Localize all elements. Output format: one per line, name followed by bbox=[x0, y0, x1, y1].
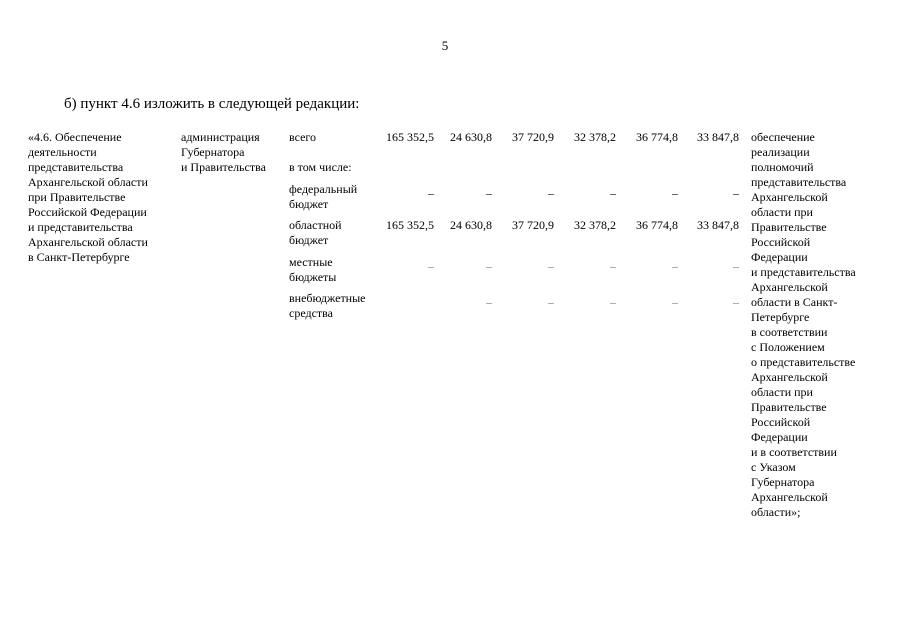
funding-source-line: в том числе: bbox=[289, 160, 352, 174]
funding-value: – bbox=[733, 295, 739, 309]
funding-value: 32 378,2 bbox=[574, 218, 616, 232]
funding-source-line: областной bbox=[289, 218, 342, 232]
result-line: Правительстве bbox=[751, 400, 827, 414]
funding-value: 24 630,8 bbox=[450, 130, 492, 144]
result-line: с Положением bbox=[751, 340, 825, 354]
funding-value: – bbox=[672, 186, 678, 200]
result-line: и представительства bbox=[751, 265, 856, 279]
result-line: Архангельской bbox=[751, 490, 828, 504]
funding-value: – bbox=[486, 186, 492, 200]
result-line: и в соответствии bbox=[751, 445, 837, 459]
funding-source-line: бюджет bbox=[289, 233, 329, 247]
funding-source-line: всего bbox=[289, 130, 317, 144]
funding-source bbox=[289, 160, 381, 175]
program-name-line: Архангельской области bbox=[28, 235, 148, 249]
funding-value: 36 774,8 bbox=[636, 218, 678, 232]
funding-source-line: средства bbox=[289, 306, 334, 320]
program-column bbox=[28, 130, 168, 265]
funding-source bbox=[289, 291, 381, 321]
funding-value: – bbox=[610, 295, 616, 309]
funding-source-line: бюджет bbox=[289, 197, 329, 211]
page-number: 5 bbox=[441, 38, 449, 53]
program-name-line: при Правительстве bbox=[28, 190, 126, 204]
result-column bbox=[751, 130, 881, 520]
program-name-line: деятельности bbox=[28, 145, 97, 159]
funding-source bbox=[289, 218, 381, 248]
result-line: Петербурге bbox=[751, 310, 810, 324]
result-line: области при bbox=[751, 385, 813, 399]
result-line: представительства bbox=[751, 175, 847, 189]
result-line: Российской bbox=[751, 235, 811, 249]
funding-source-line: местные bbox=[289, 255, 333, 269]
funding-source bbox=[289, 182, 381, 212]
program-name-line: Архангельской области bbox=[28, 175, 148, 189]
result-line: Архангельской bbox=[751, 280, 828, 294]
funding-value: – bbox=[486, 295, 492, 309]
funding-value: 165 352,5 bbox=[386, 218, 434, 232]
funding-value: 24 630,8 bbox=[450, 218, 492, 232]
funding-value: – bbox=[428, 259, 434, 273]
funding-value: 36 774,8 bbox=[636, 130, 678, 144]
result-line: Российской bbox=[751, 415, 811, 429]
result-line: в соответствии bbox=[751, 325, 828, 339]
funding-value: – bbox=[733, 186, 739, 200]
result-line: Губернатора bbox=[751, 475, 815, 489]
funding-source bbox=[289, 255, 381, 285]
result-line: Федерации bbox=[751, 250, 808, 264]
result-line: обеспечение bbox=[751, 130, 815, 144]
funding-value: 33 847,8 bbox=[697, 218, 739, 232]
funding-value: 32 378,2 bbox=[574, 130, 616, 144]
funding-value: – bbox=[548, 259, 554, 273]
result-line: области»; bbox=[751, 505, 801, 519]
result-line: Архангельской bbox=[751, 370, 828, 384]
funding-value: – bbox=[672, 259, 678, 273]
funding-value: 37 720,9 bbox=[512, 218, 554, 232]
intro-text: б) пункт 4.6 изложить в следующей редакции: bbox=[64, 96, 360, 112]
funding-value: – bbox=[548, 295, 554, 309]
result-line: реализации bbox=[751, 145, 810, 159]
executor-line: администрация bbox=[181, 130, 260, 144]
funding-value: – bbox=[428, 186, 434, 200]
funding-value: 165 352,5 bbox=[386, 130, 434, 144]
funding-value: – bbox=[610, 259, 616, 273]
funding-source-line: бюджеты bbox=[289, 270, 337, 284]
program-name-line: и представительства bbox=[28, 220, 133, 234]
program-name-line: представительства bbox=[28, 160, 124, 174]
funding-value: – bbox=[548, 186, 554, 200]
executor-line: и Правительства bbox=[181, 160, 266, 174]
funding-value: – bbox=[733, 259, 739, 273]
result-line: с Указом bbox=[751, 460, 796, 474]
result-line: Правительстве bbox=[751, 220, 827, 234]
funding-value: 37 720,9 bbox=[512, 130, 554, 144]
funding-value: – bbox=[610, 186, 616, 200]
funding-source-line: внебюджетные bbox=[289, 291, 366, 305]
result-line: Федерации bbox=[751, 430, 808, 444]
program-name-line: Российской Федерации bbox=[28, 205, 147, 219]
executor-column bbox=[181, 130, 281, 175]
funding-value: 33 847,8 bbox=[697, 130, 739, 144]
result-line: о представительстве bbox=[751, 355, 856, 369]
funding-value: – bbox=[486, 259, 492, 273]
result-line: области при bbox=[751, 205, 813, 219]
program-name-line: «4.6. Обеспечение bbox=[28, 130, 122, 144]
funding-source bbox=[289, 130, 381, 145]
funding-source-line: федеральный bbox=[289, 182, 358, 196]
result-line: полномочий bbox=[751, 160, 814, 174]
result-line: области в Санкт- bbox=[751, 295, 838, 309]
program-name-line: в Санкт-Петербурге bbox=[28, 250, 130, 264]
result-line: Архангельской bbox=[751, 190, 828, 204]
funding-value: – bbox=[672, 295, 678, 309]
executor-line: Губернатора bbox=[181, 145, 245, 159]
